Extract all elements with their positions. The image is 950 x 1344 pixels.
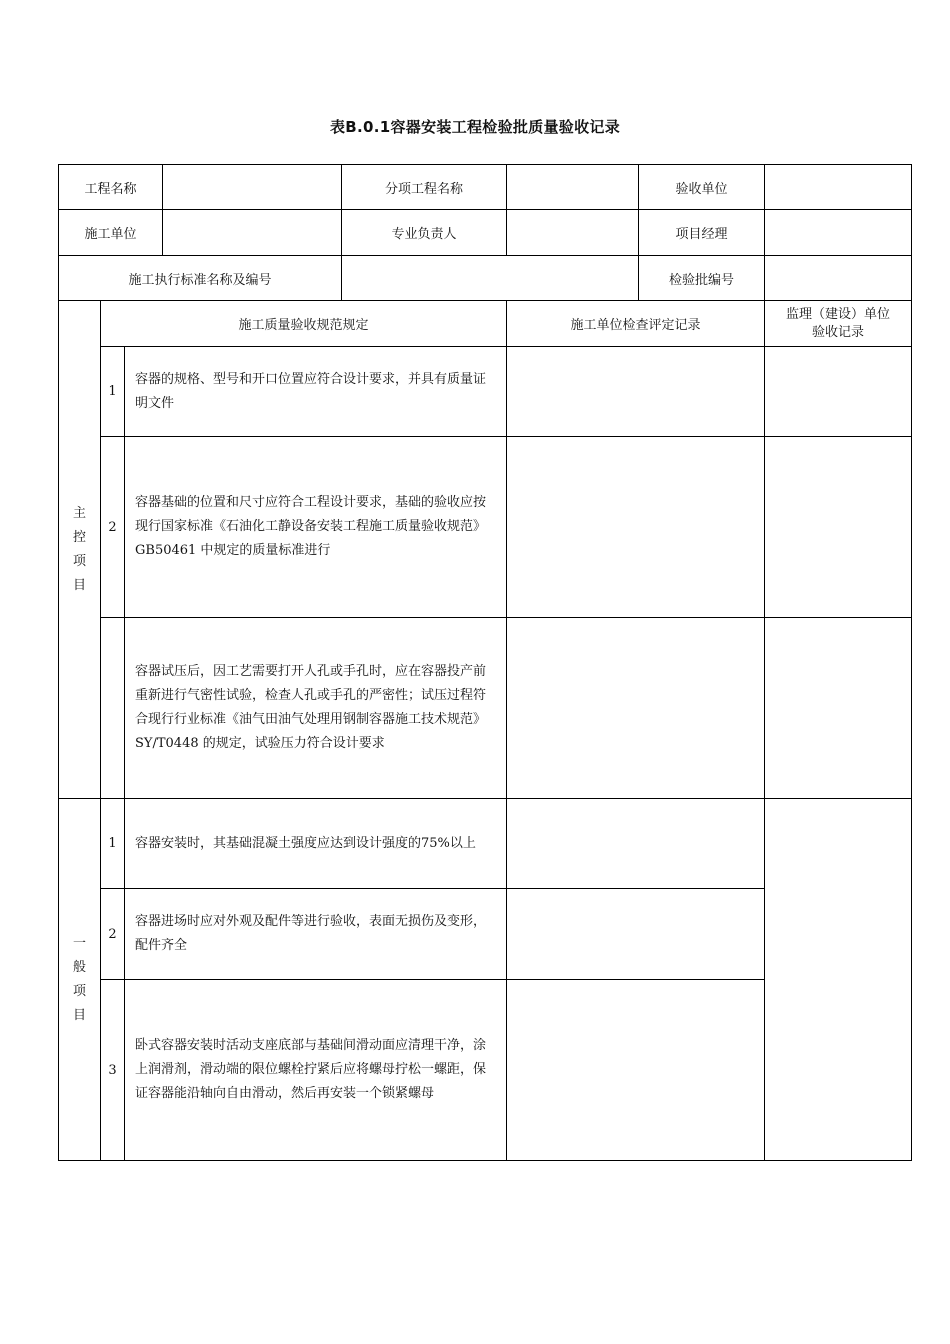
project-manager-label: 项目经理 [639,210,765,256]
page-title: 表B.0.1容器安装工程检验批质量验收记录 [329,118,620,136]
supervision-cell[interactable] [765,799,912,1161]
item-number: 1 [101,347,125,437]
construction-check-column-header: 施工单位检查评定记录 [507,301,765,347]
project-manager-value[interactable] [765,210,912,256]
table-row [59,347,912,437]
supervision-cell[interactable] [765,437,912,618]
header-row-standard [59,256,912,301]
item-number: 2 [101,437,125,618]
general-label-char: 一 [72,935,86,951]
batch-number-label: 检验批编号 [639,256,765,301]
item-text: 容器安装时，其基础混凝土强度应达到设计强度的75%以上 [125,799,507,889]
main-label-char: 项 [72,553,86,569]
professional-lead-label: 专业负责人 [342,210,507,256]
header-row-project [59,165,912,210]
item-text: 容器的规格、型号和开口位置应符合设计要求，并具有质量证明文件 [125,347,507,437]
construction-check-cell[interactable] [507,347,765,437]
project-name-label: 工程名称 [59,165,163,210]
construction-unit-label: 施工单位 [59,210,163,256]
construction-check-cell[interactable] [507,618,765,799]
acceptance-unit-label: 验收单位 [639,165,765,210]
table-row [59,618,912,799]
supervision-cell[interactable] [765,618,912,799]
professional-lead-value[interactable] [507,210,639,256]
acceptance-unit-value[interactable] [765,165,912,210]
item-text: 容器试压后，因工艺需要打开人孔或手孔时，应在容器投产前重新进行气密性试验，检查人孔或手孔的严密性；试压过程符合现行行业标准《油气田油气处理用钢制容器施工技术规范》SY/T0448 的规定，试验压力符合设计要求 [125,618,507,799]
main-label-char: 目 [72,577,86,593]
spec-column-header: 施工质量验收规范规定 [101,301,507,347]
batch-number-value[interactable] [765,256,912,301]
project-name-value[interactable] [163,165,342,210]
main-label-char: 主 [72,505,86,521]
item-number [101,618,125,799]
general-items-label [59,799,101,1161]
construction-check-cell[interactable] [507,437,765,618]
sub-project-value[interactable] [507,165,639,210]
header-row-construction [59,210,912,256]
item-text: 卧式容器安装时活动支座底部与基础间滑动面应清理干净，涂上润滑剂，滑动端的限位螺栓拧紧后应将螺母拧松一螺距，保证容器能沿轴向自由滑动，然后再安装一个锁紧螺母 [125,980,507,1161]
column-heading-row [59,301,912,347]
item-text: 容器进场时应对外观及配件等进行验收，表面无损伤及变形，配件齐全 [125,889,507,980]
table-row [59,437,912,618]
item-number: 3 [101,980,125,1161]
item-number: 1 [101,799,125,889]
supervision-header-line: 监理（建设）单位 [785,306,890,322]
general-label-char: 目 [72,1007,86,1023]
general-label-char: 般 [72,959,86,975]
inspection-record-table [58,164,912,1161]
construction-unit-value[interactable] [163,210,342,256]
standard-value[interactable] [342,256,639,301]
table-row [59,799,912,889]
main-control-label [59,301,101,799]
construction-check-cell[interactable] [507,889,765,980]
item-text: 容器基础的位置和尺寸应符合工程设计要求，基础的验收应按现行国家标准《石油化工静设备安装工程施工质量验收规范》GB50461 中规定的质量标准进行 [125,437,507,618]
item-number: 2 [101,889,125,980]
construction-check-cell[interactable] [507,799,765,889]
sub-project-label: 分项工程名称 [342,165,507,210]
main-label-char: 控 [72,529,86,545]
standard-label: 施工执行标准名称及编号 [59,256,342,301]
supervision-column-header [765,301,912,347]
supervision-cell[interactable] [765,347,912,437]
general-label-char: 项 [72,983,86,999]
construction-check-cell[interactable] [507,980,765,1161]
supervision-header-line: 验收记录 [811,324,864,340]
